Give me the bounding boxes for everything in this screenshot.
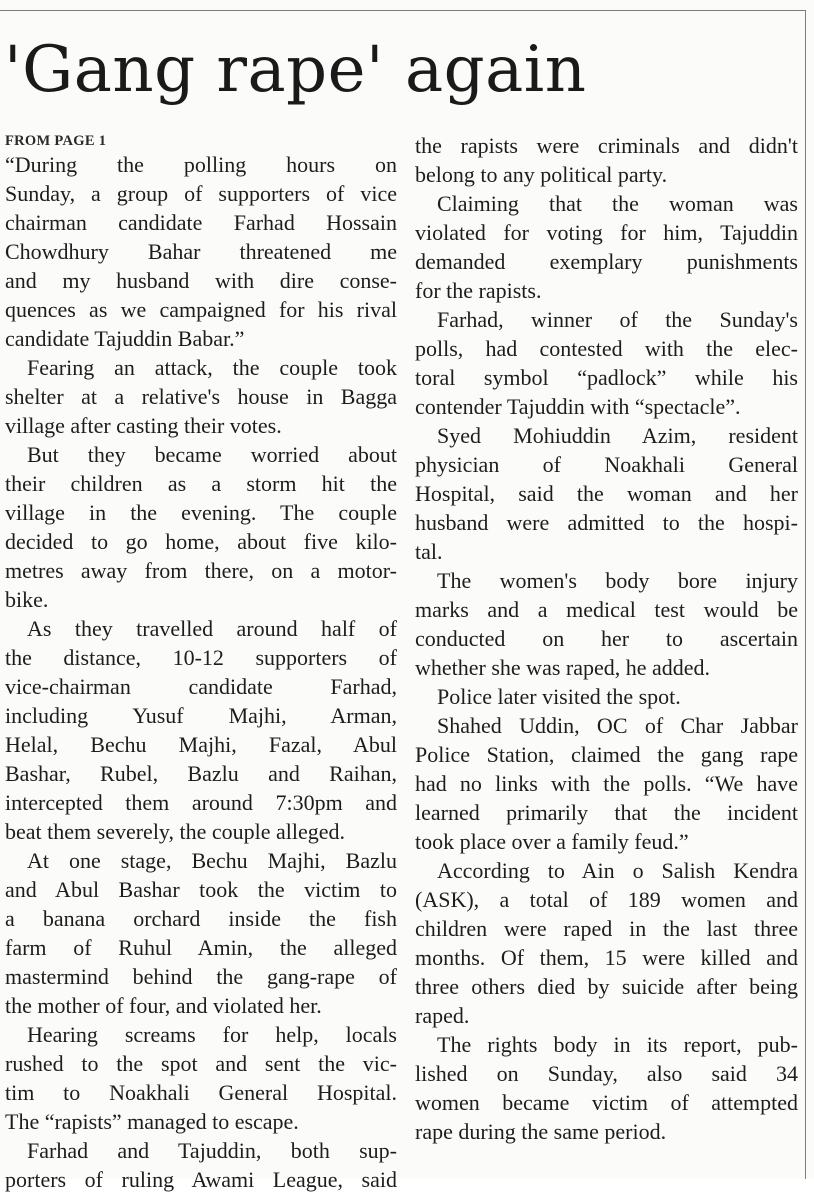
text-line: Sunday, a group of supporters of vice	[5, 181, 397, 206]
text-line: porters of ruling Awami League, said	[5, 1167, 397, 1192]
text-line: shelter at a relative's house in Bagga	[5, 384, 397, 409]
text-line: for the rapists.	[415, 278, 542, 303]
text-line: whether she was raped, he added.	[415, 655, 711, 680]
text-line: marks and a medical test would be	[415, 597, 798, 622]
text-line: Hearing screams for help, locals	[27, 1022, 397, 1047]
text-line: decided to go home, about five kilo-	[5, 529, 397, 554]
text-line: At one stage, Bechu Majhi, Bazlu	[27, 848, 397, 873]
text-line: (ASK), a total of 189 women and	[415, 887, 798, 912]
text-line: raped.	[415, 1003, 470, 1028]
text-line: belong to any political party.	[415, 162, 668, 187]
text-line: Bashar, Rubel, Bazlu and Raihan,	[5, 761, 397, 786]
kicker-from-page: FROM PAGE 1	[5, 133, 107, 149]
text-line: farm of Ruhul Amin, the alleged	[5, 935, 397, 960]
text-line: According to Ain o Salish Kendra	[437, 858, 798, 883]
text-line: village in the evening. The couple	[5, 500, 397, 525]
text-line: Farhad and Tajuddin, both sup-	[27, 1138, 397, 1163]
text-line: quences as we campaigned for his rival	[5, 297, 397, 322]
text-line: Fearing an attack, the couple took	[27, 355, 397, 380]
text-line: As they travelled around half of	[27, 616, 397, 641]
text-line: intercepted them around 7:30pm and	[5, 790, 397, 815]
text-line: The rights body in its report, pub-	[437, 1032, 798, 1057]
text-line: Farhad, winner of the Sunday's	[437, 307, 798, 332]
text-line: polls, had contested with the elec-	[415, 336, 798, 361]
text-line: bike.	[5, 587, 49, 612]
text-line: mastermind behind the gang-rape of	[5, 964, 397, 989]
text-line: violated for voting for him, Tajuddin	[415, 220, 798, 245]
text-line: metres away from there, on a motor-	[5, 558, 397, 583]
headline: 'Gang rape' again	[4, 33, 587, 107]
text-line: three others died by suicide after being	[415, 974, 798, 999]
text-line: learned primarily that the incident	[415, 800, 798, 825]
text-line: took place over a family feud.”	[415, 829, 689, 854]
text-line: women became victim of attempted	[415, 1090, 798, 1115]
text-line: and Abul Bashar took the victim to	[5, 877, 397, 902]
text-line: including Yusuf Majhi, Arman,	[5, 703, 397, 728]
text-line: Hospital, said the woman and her	[415, 481, 798, 506]
text-line: contender Tajuddin with “spectacle”.	[415, 394, 741, 419]
text-line: Police later visited the spot.	[437, 684, 681, 709]
right-border-rule	[805, 10, 806, 1179]
left-column-lines	[5, 150, 397, 1194]
text-line: Syed Mohiuddin Azim, resident	[437, 423, 798, 448]
text-line: and my husband with dire conse-	[5, 268, 397, 293]
text-line: rape during the same period.	[415, 1119, 667, 1144]
text-line: Helal, Bechu Majhi, Fazal, Abul	[5, 732, 397, 757]
left-column	[5, 132, 397, 1194]
text-line: chairman candidate Farhad Hossain	[5, 210, 397, 235]
text-line: their children as a storm hit the	[5, 471, 397, 496]
right-column	[415, 131, 798, 1146]
text-line: the rapists were criminals and didn't	[415, 133, 798, 158]
text-line: lished on Sunday, also said 34	[415, 1061, 798, 1086]
text-line: Chowdhury Bahar threatened me	[5, 239, 397, 264]
text-line: demanded exemplary punishments	[415, 249, 798, 274]
text-line: had no links with the polls. “We have	[415, 771, 798, 796]
right-column-lines	[415, 131, 798, 1146]
text-line: The “rapists” managed to escape.	[5, 1109, 299, 1134]
text-line: tal.	[415, 539, 443, 564]
text-line: children were raped in the last three	[415, 916, 798, 941]
top-border-rule	[0, 10, 806, 11]
text-line: Police Station, claimed the gang rape	[415, 742, 798, 767]
text-line: husband were admitted to the hospi-	[415, 510, 798, 535]
text-line: candidate Tajuddin Babar.”	[5, 326, 245, 351]
text-line: Claiming that the woman was	[437, 191, 798, 216]
text-line: rushed to the spot and sent the vic-	[5, 1051, 397, 1076]
text-line: a banana orchard inside the fish	[5, 906, 397, 931]
text-line: The women's body bore injury	[437, 568, 798, 593]
text-line: vice-chairman candidate Farhad,	[5, 674, 397, 699]
text-line: “During the polling hours on	[5, 152, 397, 177]
text-line: But they became worried about	[27, 442, 397, 467]
text-line: tim to Noakhali General Hospital.	[5, 1080, 397, 1105]
text-line: the mother of four, and violated her.	[5, 993, 322, 1018]
text-line: Shahed Uddin, OC of Char Jabbar	[437, 713, 798, 738]
text-line: physician of Noakhali General	[415, 452, 798, 477]
text-line: conducted on her to ascertain	[415, 626, 798, 651]
text-line: toral symbol “padlock” while his	[415, 365, 798, 390]
text-line: the distance, 10-12 supporters of	[5, 645, 397, 670]
text-line: months. Of them, 15 were killed and	[415, 945, 798, 970]
text-line: beat them severely, the couple alleged.	[5, 819, 346, 844]
text-line: village after casting their votes.	[5, 413, 282, 438]
